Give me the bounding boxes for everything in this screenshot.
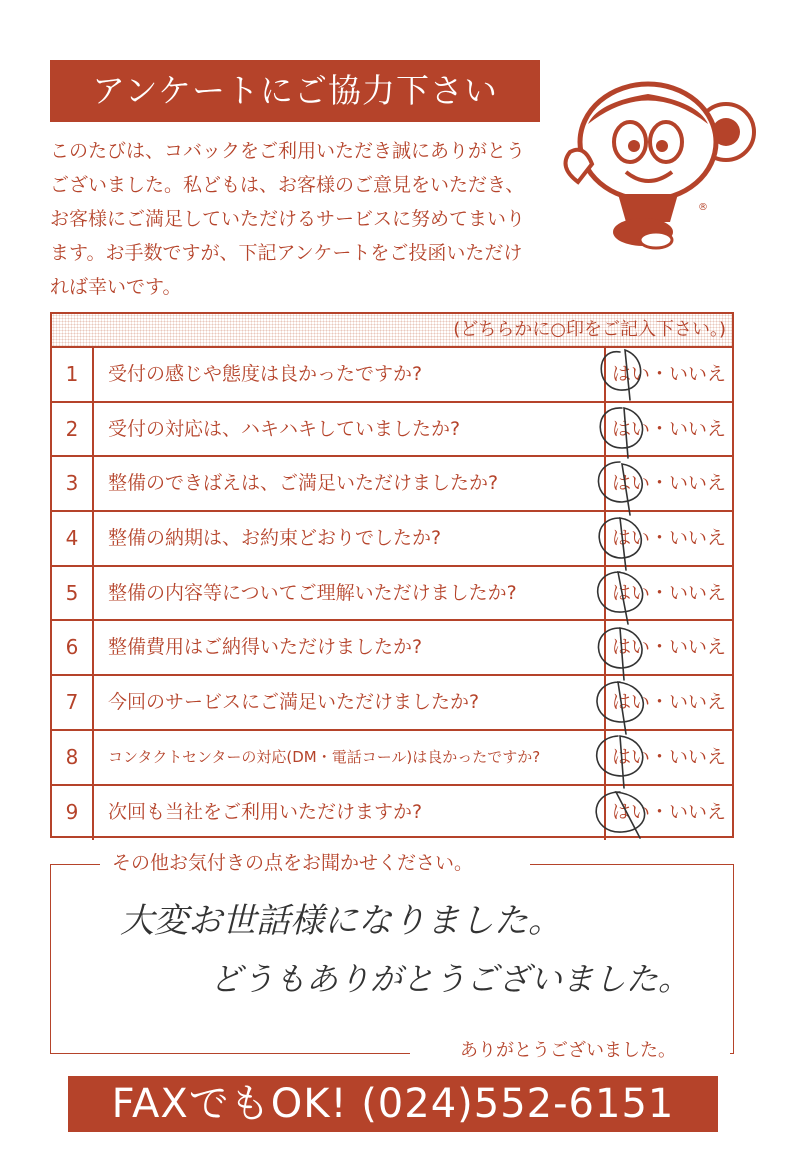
question-text: 整備の内容等についてご理解いただけましたか? [108,581,517,604]
handwritten-line-1: 大変お世話様になりました。 [120,901,562,941]
question-row [52,731,732,786]
question-row [52,348,732,403]
answer-options[interactable]: はい・いいえ [604,786,732,841]
question-text: 次回も当社をご利用いただけますか? [108,800,423,823]
question-number: 4 [52,512,94,565]
question-number: 6 [52,621,94,674]
question-row [52,403,732,458]
answer-options[interactable]: はい・いいえ [604,621,732,674]
question-text: 整備の納期は、お約束どおりでしたか? [108,527,442,550]
answer-options[interactable]: はい・いいえ [604,457,732,510]
intro-text: このたびは、コバックをご利用いただき誠にありがとうございました。私どもは、お客様のご意見をいただき、お客様にご満足していただけるサービスに努めてまいります。お手数ですが、下記アンケートをご投函いただければ幸いです。 [50,140,526,298]
question-number: 9 [52,786,94,841]
answer-options[interactable]: はい・いいえ [604,676,732,729]
answer-options[interactable]: はい・いいえ [604,348,732,401]
handwritten-comment [120,894,740,1004]
comment-section [50,852,734,1061]
mascot-illustration [548,72,758,252]
question-text: コンタクトセンターの対応(DM・電話コール)は良かったですか? [108,747,541,766]
survey-table [50,312,734,838]
fax-banner: FAXでもOK! (024)552-6151 [68,1076,718,1132]
answer-options[interactable]: はい・いいえ [604,567,732,620]
question-text: 受付の感じや態度は良かったですか? [108,363,423,385]
question-row [52,621,732,676]
answer-options[interactable]: はい・いいえ [604,403,732,456]
svg-text:®: ® [698,202,708,213]
question-number: 1 [52,348,94,401]
answer-options[interactable]: はい・いいえ [604,731,732,784]
question-number: 8 [52,731,94,784]
thanks-text: ありがとうございました。 [454,1038,682,1064]
survey-instruction: (どちらかに○印をご記入下さい。) [52,314,732,348]
question-text: 整備費用はご納得いただけましたか? [108,636,423,659]
question-row [52,786,732,841]
question-number: 7 [52,676,94,729]
question-text: 整備のできばえは、ご満足いただけましたか? [108,472,499,495]
question-text: 受付の対応は、ハキハキしていましたか? [108,417,461,440]
question-row [52,512,732,567]
page-title: アンケートにご協力下さい [50,60,540,122]
handwritten-line-2: どうもありがとうございました。 [210,960,691,998]
question-row [52,676,732,731]
comment-label: その他お気付きの点をお聞かせください。 [106,850,479,876]
question-number: 3 [52,457,94,510]
answer-options[interactable]: はい・いいえ [604,512,732,565]
question-number: 5 [52,567,94,620]
question-row [52,457,732,512]
question-row [52,567,732,622]
question-number: 2 [52,403,94,456]
question-text: 今回のサービスにご満足いただけましたか? [108,691,480,714]
